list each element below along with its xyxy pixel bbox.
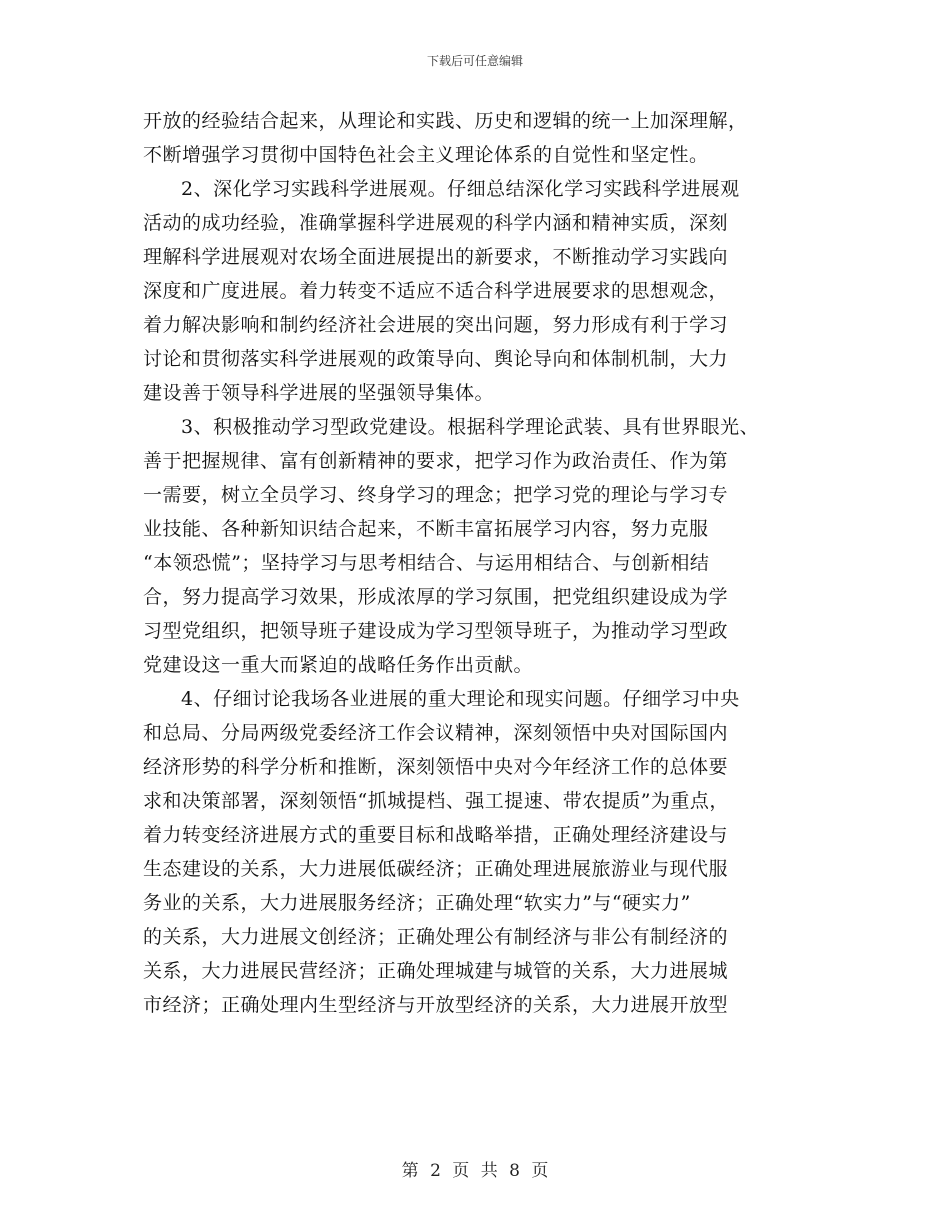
page-header: 下载后可任意编辑 <box>426 54 523 68</box>
text-line: 的关系，大力进展文创经济；正确处理公有制经济与非公有制经济的 <box>143 926 729 948</box>
text-line: 讨论和贯彻落实科学进展观的政策导向、舆论导向和体制机制，大力 <box>143 348 729 370</box>
paragraph-first-line: 2、深化学习实践科学进展观。仔细总结深化学习实践科学进展观 <box>181 178 740 200</box>
text-line: 一需要，树立全员学习、终身学习的理念；把学习党的理论与学习专 <box>143 484 729 506</box>
text-line: 合，努力提高学习效果，形成浓厚的学习氛围，把党组织建设成为学 <box>143 586 729 608</box>
body-text <box>143 104 813 1022</box>
text-line: 和总局、分局两级党委经济工作会议精神，深刻领悟中央对国际国内 <box>143 722 729 744</box>
text-line: 建设善于领导科学进展的坚强领导集体。 <box>143 382 495 404</box>
text-line: 活动的成功经验，准确掌握科学进展观的科学内涵和精神实质，深刻 <box>143 212 729 234</box>
text-line: 求和决策部署，深刻领悟“抓城提档、强工提速、带农提质”为重点， <box>143 790 729 812</box>
text-line: 党建设这一重大而紧迫的战略任务作出贡献。 <box>143 654 534 676</box>
text-line: “本领恐慌”；坚持学习与思考相结合、与运用相结合、与创新相结 <box>143 552 710 574</box>
text-line: 开放的经验结合起来，从理论和实践、历史和逻辑的统一上加深理解， <box>143 110 748 132</box>
text-line: 深度和广度进展。着力转变不适应不适合科学进展要求的思想观念， <box>143 280 729 302</box>
paragraph-first-line: 3、积极推动学习型政党建设。根据科学理论武装、具有世界眼光、 <box>181 416 760 438</box>
text-line: 理解科学进展观对农场全面进展提出的新要求，不断推动学习实践向 <box>143 246 729 268</box>
text-line: 经济形势的科学分析和推断，深刻领悟中央对今年经济工作的总体要 <box>143 756 729 778</box>
text-line: 关系，大力进展民营经济；正确处理城建与城管的关系，大力进展城 <box>143 960 729 982</box>
text-line: 着力转变经济进展方式的重要目标和战略举措，正确处理经济建设与 <box>143 824 729 846</box>
text-line: 着力解决影响和制约经济社会进展的突出问题，努力形成有利于学习 <box>143 314 729 336</box>
page-footer: 第 2 页 共 8 页 <box>401 1161 549 1181</box>
text-line: 不断增强学习贯彻中国特色社会主义理论体系的自觉性和坚定性。 <box>143 144 709 166</box>
text-line: 善于把握规律、富有创新精神的要求，把学习作为政治责任、作为第 <box>143 450 729 472</box>
text-line: 务业的关系，大力进展服务经济；正确处理“软实力”与“硬实力” <box>143 892 691 914</box>
text-line: 市经济；正确处理内生型经济与开放型经济的关系，大力进展开放型 <box>143 994 729 1016</box>
text-line: 生态建设的关系，大力进展低碳经济；正确处理进展旅游业与现代服 <box>143 858 729 880</box>
text-line: 业技能、各种新知识结合起来，不断丰富拓展学习内容，努力克服 <box>143 518 709 540</box>
paragraph-first-line: 4、仔细讨论我场各业进展的重大理论和现实问题。仔细学习中央 <box>181 688 740 710</box>
text-line: 习型党组织，把领导班子建设成为学习型领导班子，为推动学习型政 <box>143 620 729 642</box>
